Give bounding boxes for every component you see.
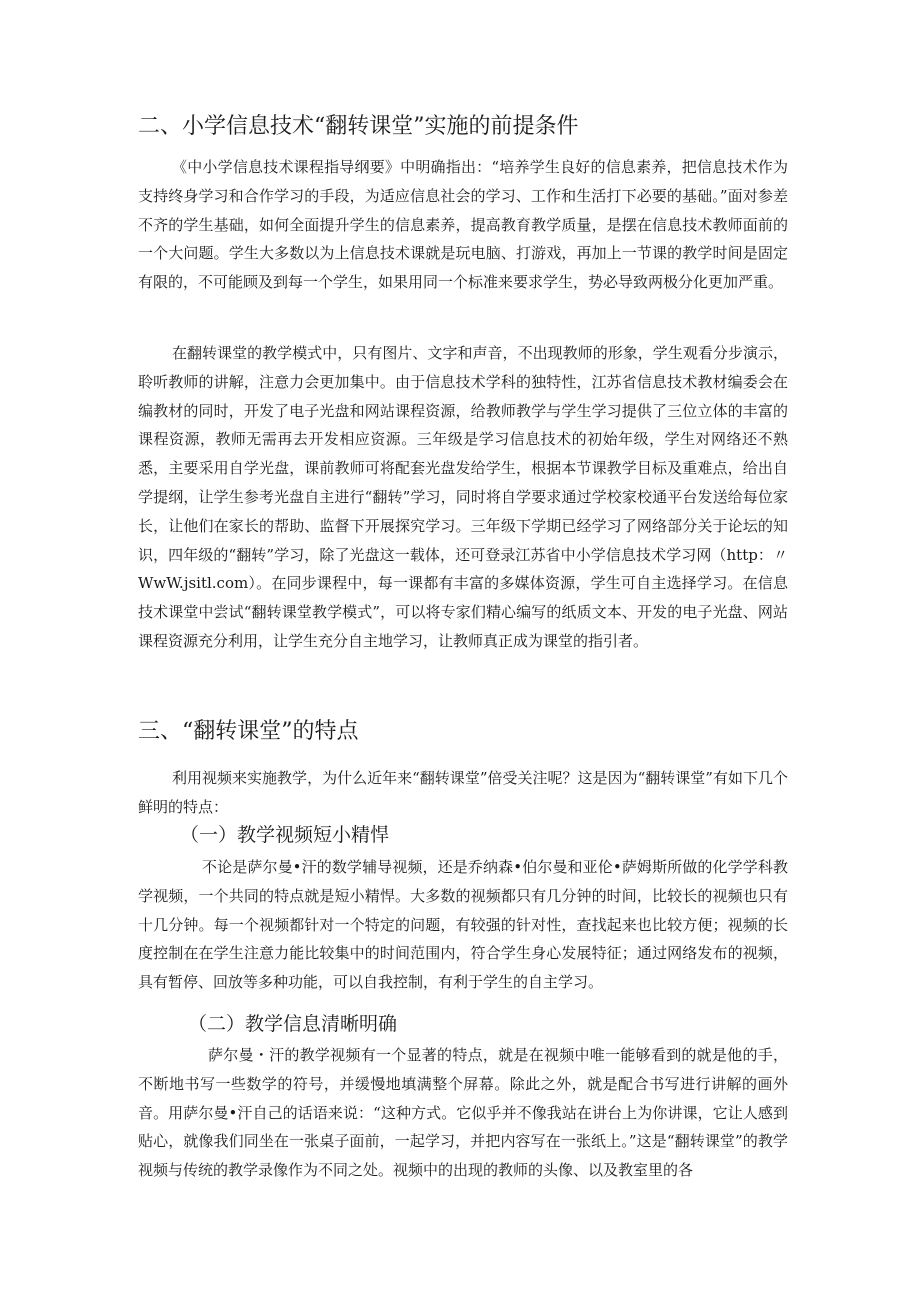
subsection-2-paragraph: 萨尔曼・汗的教学视频有一个显著的特点，就是在视频中唯一能够看到的就是他的手，不断地书写一些数学的符号，并缓慢地填满整个屏幕。除此之外，就是配合书写进行讲解的画外音。用萨尔曼•汗自己的话语来说：“这种方式。它似乎并不像我站在讲台上为你讲课，它让人感到贴心，就像我们同坐在一张桌子面前，一起学习，并把内容写在一张纸上。”这是“翻转课堂”的教学视频与传统的教学录像作为不同之处。视频中的出现的教师的头像、以及教室里的各 <box>138 1046 788 1180</box>
section-3-intro: 利用视频来实施教学，为什么近年来“翻转课堂”倍受关注呢？这是因为“翻转课堂”有如下几个鲜明的特点： <box>138 769 788 816</box>
section-2-paragraph-1: 《中小学信息技术课程指导纲要》中明确指出：“培养学生良好的信息素养，把信息技术作为支持终身学习和合作学习的手段，为适应信息社会的学习、工作和生活打下必要的基础。”面对参差不齐的学生基础，如何全面提升学生的信息素养，提高教育教学质量，是摆在信息技术教师面前的一个大问题。学生大多数以为上信息技术课就是玩电脑、打游戏，再加上一节课的教学时间是固定有限的，不可能顾及到每一个学生，如果用同一个标准来要求学生，势必导致两极分化更加严重。 <box>138 158 788 292</box>
section-2-paragraph-2: 在翻转课堂的教学模式中，只有图片、文字和声音，不出现教师的形象，学生观看分步演示，聆听教师的讲解，注意力会更加集中。由于信息技术学科的独特性，江苏省信息技术教材编委会在编教材的同时，开发了电子光盘和网站课程资源，给教师教学与学生学习提供了三位立体的丰富的课程资源，教师无需再去开发相应资源。三年级是学习信息技术的初始年级，学生对网络还不熟悉，主要采用自学光盘，课前教师可将配套光盘发给学生，根据本节课教学目标及重难点，给出自学提纲，让学生参考光盘自主进行“翻转”学习，同时将自学要求通过学校家校通平台发送给每位家长，让他们在家长的帮助、监督下开展探究学习。三年级下学期已经学习了网络部分关于论坛的知识，四年级的“翻转”学习，除了光盘这一载体，还可登录江苏省中小学信息技术学习网（http：〃WwW.jsitl.com）。在同步课程中，每一课都有丰富的多媒体资源，学生可自主选择学习。在信息技术课堂中尝试“翻转课堂教学模式”，可以将专家们精心编写的纸质文本、开发的电子光盘、网站课程资源充分利用，让学生充分自主地学习，让教师真正成为课堂的指引者。 <box>138 344 788 650</box>
subsection-2-heading: （二）教学信息清晰明确 <box>188 1013 398 1035</box>
subsection-1-paragraph: 不论是萨尔曼•汗的数学辅导视频，还是乔纳森•伯尔曼和亚伦•萨姆斯所做的化学学科教学视频，一个共同的特点就是短小精悍。大多数的视频都只有几分钟的时间，比较长的视频也只有十几分钟。每一个视频都针对一个特定的问题，有较强的针对性，查找起来也比较方便；视频的长度控制在在学生注意力能比较集中的时间范围内，符合学生身心发展特征；通过网络发布的视频，具有暂停、回放等多种功能，可以自我控制，有利于学生的自主学习。 <box>138 858 788 992</box>
subsection-1-heading: （一）教学视频短小精悍 <box>180 824 390 846</box>
section-3-heading: 三、“翻转课堂”的特点 <box>138 719 359 744</box>
section-2-heading: 二、小学信息技术“翻转课堂”实施的前提条件 <box>138 114 579 139</box>
